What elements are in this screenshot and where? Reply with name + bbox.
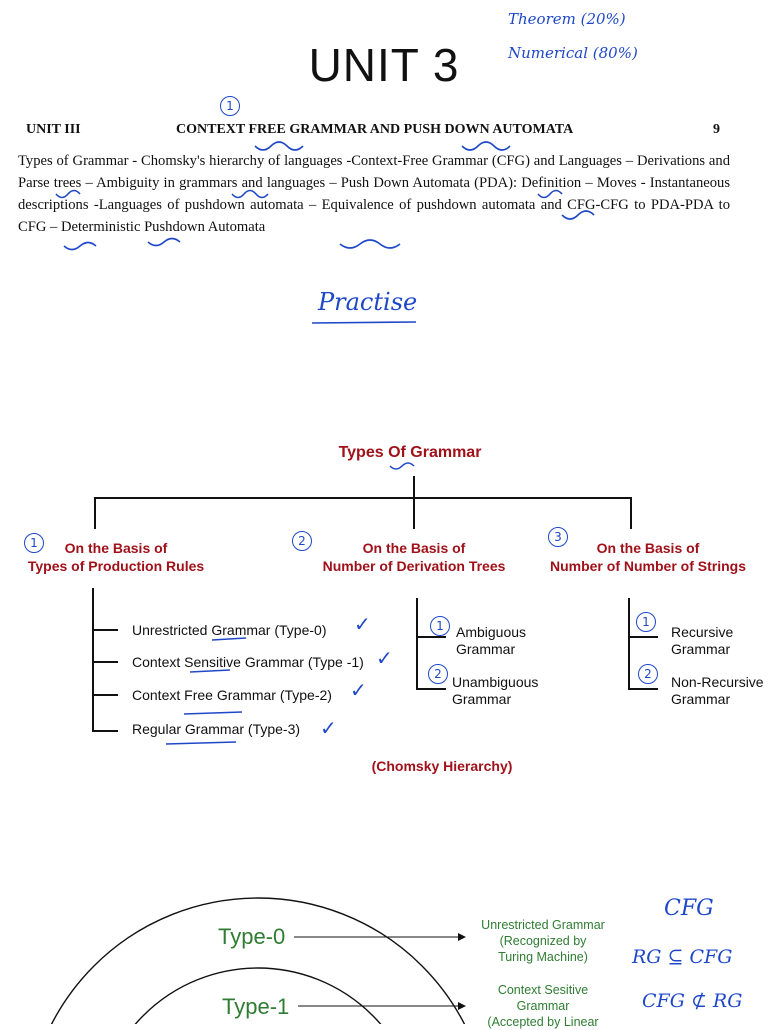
tree-root-stem: [413, 476, 415, 498]
branch-1-label: [6, 539, 226, 575]
strings-1-number: 1: [636, 612, 656, 632]
type-0-desc-line2: (Recognized by: [499, 934, 587, 948]
tree-root-title: Types Of Grammar: [338, 444, 482, 461]
handwritten-rg-subset-cfg: RG ⊆ CFG: [632, 946, 733, 968]
derivation-1-number: 1: [430, 616, 450, 636]
strings-recursive-line1: Recursive: [671, 624, 734, 640]
root-underline: [388, 460, 428, 472]
handwritten-underlines: [0, 0, 768, 260]
branch-3-line1: On the Basis of: [596, 540, 700, 556]
handwritten-circle-number: 1: [220, 96, 240, 116]
strings-vertical-line: [628, 598, 630, 690]
unit-label: UNIT III: [26, 122, 81, 137]
page-title: UNIT 3: [308, 39, 460, 91]
rule-type-3: Regular Grammar (Type-3): [132, 721, 301, 737]
type-0-label: Type-0: [218, 924, 286, 949]
branch-3-label: [536, 539, 760, 575]
unit-title: CONTEXT FREE GRAMMAR AND PUSH DOWN AUTOMATA: [176, 122, 574, 137]
derivation-ambiguous: [456, 624, 526, 658]
check-icon: ✓: [320, 718, 337, 740]
rules-tick-3: [92, 730, 118, 732]
handwritten-cfg: CFG: [664, 896, 714, 921]
rule-type-2: Context Free Grammar (Type-2): [132, 687, 332, 703]
branch-3-line2: Number of Number of Strings: [549, 558, 746, 574]
strings-recursive: [671, 624, 733, 658]
check-icon: ✓: [376, 648, 393, 670]
derivation-unambiguous-line1: Unambiguous: [452, 674, 539, 690]
check-icon: ✓: [354, 614, 371, 636]
rules-handwritten-underlines: [150, 636, 250, 748]
tree-bar: [94, 497, 632, 499]
tree-branch-left: [94, 497, 96, 529]
chomsky-caption: (Chomsky Hierarchy): [371, 758, 513, 774]
handwritten-cfg-not-subset-rg: CFG ⊄ RG: [642, 990, 743, 1012]
branch-1-number: 1: [24, 533, 44, 553]
rule-type-1: Context Sensitive Grammar (Type -1): [132, 654, 364, 670]
strings-tick-1: [628, 688, 658, 690]
handwritten-practise: Practise: [318, 288, 418, 316]
type-1-desc-line2: Grammar: [516, 999, 570, 1013]
branch-1-line1: On the Basis of: [64, 540, 168, 556]
branch-2-line2: Number of Derivation Trees: [322, 558, 506, 574]
tree-branch-right: [630, 497, 632, 529]
type-0-description: [460, 917, 626, 965]
derivation-unambiguous-line2: Grammar: [452, 691, 512, 707]
practise-underline: [310, 318, 420, 328]
branch-1-line2: Types of Production Rules: [27, 558, 205, 574]
check-icon: ✓: [350, 680, 367, 702]
strings-non-recursive: [671, 674, 764, 708]
strings-recursive-line2: Grammar: [671, 641, 731, 657]
strings-non-recursive-line2: Grammar: [671, 691, 731, 707]
rule-type-0: Unrestricted Grammar (Type-0): [132, 622, 327, 638]
type-1-desc-line1: Context Sesitive: [497, 983, 589, 997]
rules-tick-2: [92, 694, 118, 696]
type-1-desc-line3: (Accepted by Linear: [487, 1015, 599, 1029]
handwritten-note-theorem: Theorem (20%): [508, 10, 626, 28]
type-0-desc-line1: Unrestricted Grammar: [481, 918, 605, 932]
strings-tick-0: [628, 636, 658, 638]
derivation-2-number: 2: [428, 664, 448, 684]
derivation-ambiguous-line2: Grammar: [456, 641, 516, 657]
branch-2-number: 2: [292, 531, 312, 551]
derivation-ambiguous-line1: Ambiguous: [456, 624, 527, 640]
strings-2-number: 2: [638, 664, 658, 684]
strings-non-recursive-line1: Non-Recursive: [671, 674, 764, 690]
rules-tick-1: [92, 661, 118, 663]
branch-3-number: 3: [548, 527, 568, 547]
unit-credits: 9: [713, 122, 720, 137]
branch-2-label: [304, 539, 524, 575]
derivation-tick-0: [416, 636, 446, 638]
type-1-description: [460, 982, 626, 1030]
syllabus-body: Types of Grammar - Chomsky's hierarchy of languages -Context-Free Grammar (CFG) and Languages – Derivations and Parse trees – Ambiguity in grammars and languages – Push Down Automata (PDA): Definition – Moves - Instantaneous descriptions -Languages of pushdown automata – Equivalence of pushdown automata and CFG-CFG to PDA-PDA to CFG – Deterministic Pushdown Automata: [18, 153, 730, 235]
derivation-vertical-line: [416, 598, 418, 690]
type-0-desc-line3: Turing Machine): [498, 950, 588, 964]
branch-2-line1: On the Basis of: [362, 540, 466, 556]
tree-branch-middle: [413, 497, 415, 529]
rules-tick-0: [92, 629, 118, 631]
derivation-tick-1: [416, 688, 446, 690]
derivation-unambiguous: [452, 674, 538, 708]
rules-vertical-line: [92, 588, 94, 732]
type-1-label: Type-1: [222, 994, 290, 1019]
handwritten-note-numerical: Numerical (80%): [508, 44, 638, 62]
